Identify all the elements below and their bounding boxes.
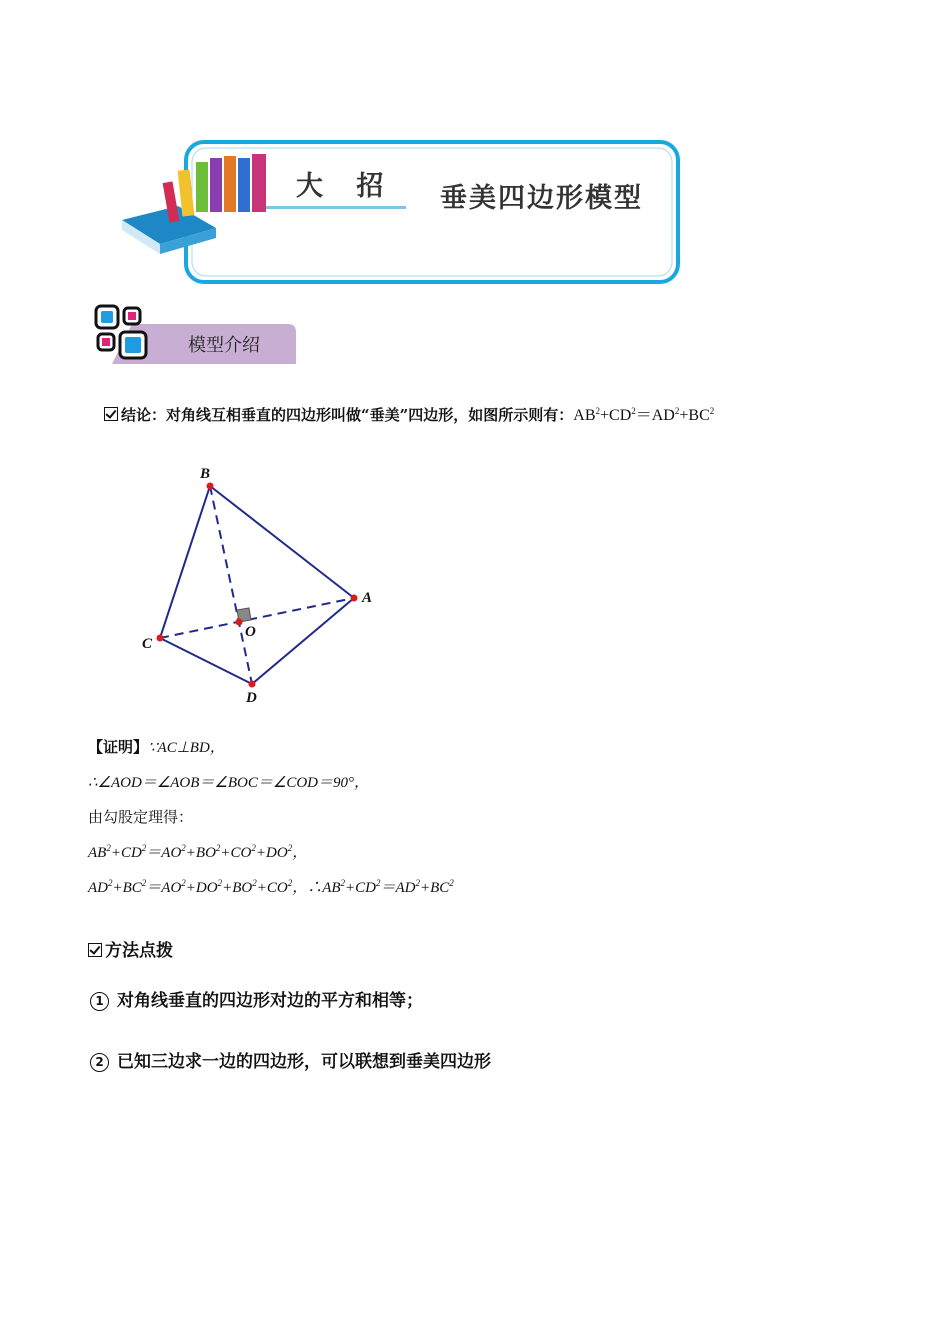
- diagonal-bd: [210, 486, 252, 684]
- edge-dc: [160, 638, 252, 684]
- edge-ba: [210, 486, 354, 598]
- tip-item: [90, 1047, 491, 1072]
- tip-text: 对角线垂直的四边形对边的平方和相等；: [117, 991, 423, 1011]
- point-a: [351, 595, 358, 602]
- circled-number: 2: [90, 1053, 109, 1072]
- tips-heading-line: [88, 936, 173, 961]
- conclusion-line: [104, 402, 714, 425]
- conclusion-text: 结论：对角线互相垂直的四边形叫做“垂美”四边形，如图所示则有：: [121, 406, 574, 424]
- diagonal-ca: [160, 598, 354, 638]
- point-d: [249, 681, 256, 688]
- banner-topic: 垂美四边形模型: [440, 183, 643, 214]
- label-b: B: [200, 466, 211, 482]
- point-c: [157, 635, 164, 642]
- proof-line-2: ∴∠AOD＝∠AOB＝∠BOC＝∠COD＝90°，: [88, 775, 369, 791]
- tip-item: [90, 986, 423, 1011]
- checkbox-icon: [88, 943, 102, 957]
- checkbox-icon: [104, 407, 118, 421]
- point-b: [207, 483, 214, 490]
- tip-text: 已知三边求一边的四边形，可以联想到垂美四边形: [117, 1052, 491, 1072]
- proof-given: ∵AC⊥BD，: [148, 740, 225, 756]
- quadrilateral-figure: [130, 458, 390, 708]
- section-icon: [96, 306, 146, 358]
- label-o: O: [245, 624, 256, 640]
- label-a: A: [362, 590, 373, 606]
- tips-heading: 方法点拨: [105, 941, 173, 961]
- banner-label: 大 招: [296, 171, 396, 202]
- section-title: 模型介绍: [188, 335, 260, 356]
- circled-number: 1: [90, 992, 109, 1011]
- label-c: C: [142, 636, 153, 652]
- proof-line-3: 由勾股定理得：: [88, 808, 194, 826]
- proof-line-1: [88, 736, 225, 757]
- label-d: D: [246, 690, 257, 706]
- conclusion-formula: $AB^2+CD^2=AD^2+BC^2$: [573, 406, 715, 424]
- edge-ad: [252, 598, 354, 684]
- proof-line-5: $AD^2+BC^2=AO^2+DO^2+BO^2+CO^2$，$\therefore AB^2+CD^2=AD^2+BC^2$: [88, 878, 454, 896]
- edge-cb: [160, 486, 210, 638]
- proof-line-4: $AB^2+CD^2=AO^2+BO^2+CO^2+DO^2$，: [88, 843, 308, 861]
- point-o: [236, 619, 243, 626]
- proof-heading: 【证明】: [88, 738, 149, 756]
